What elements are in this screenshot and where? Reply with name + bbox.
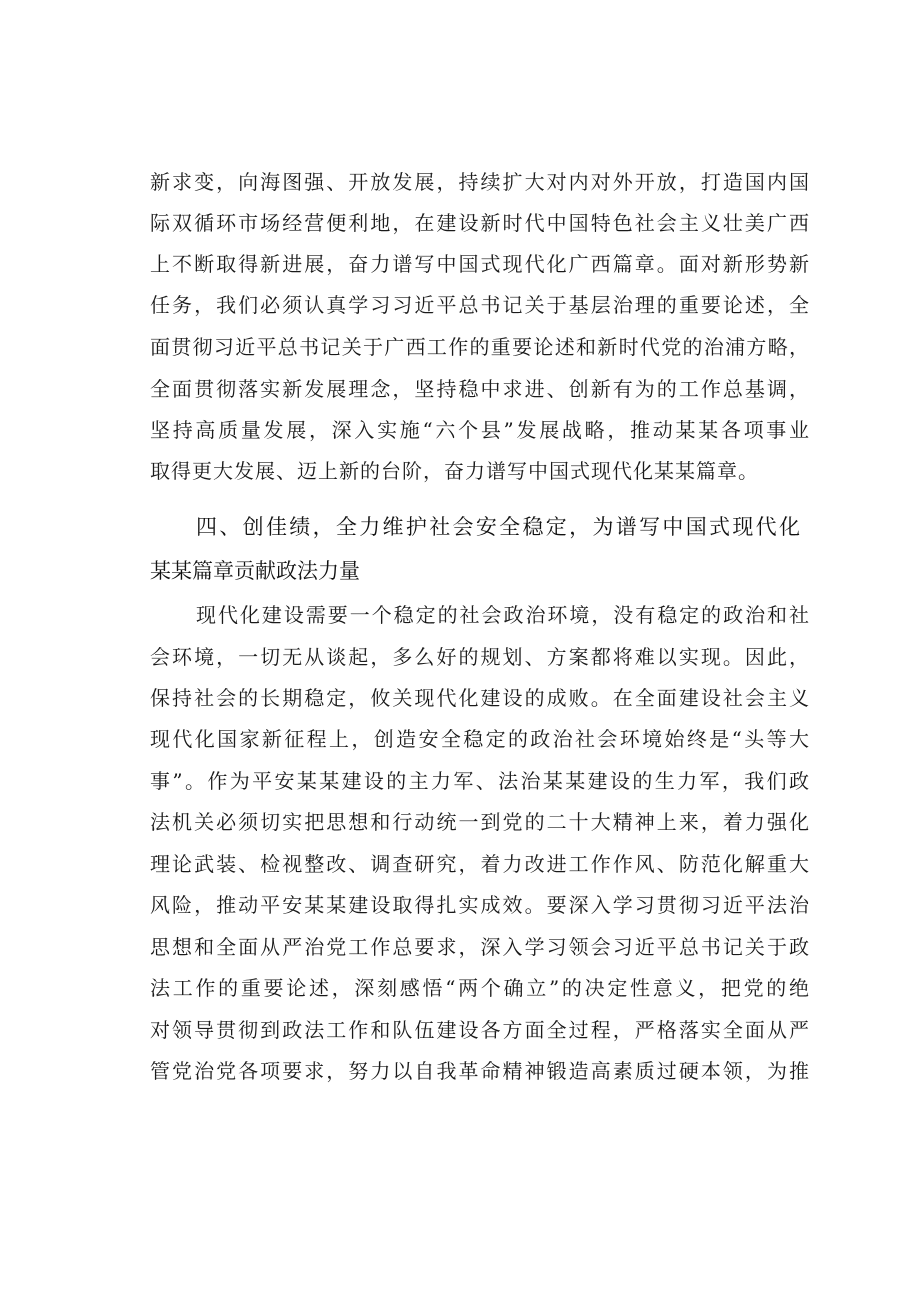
paragraph-line: 管党治党各项要求，努力以自我革命精神锻造高素质过硬本领，为推 xyxy=(150,1059,810,1083)
paragraph-line: 法机关必须切实把思想和行动统一到党的二十大精神上来，着力强化 xyxy=(150,810,810,834)
section-heading-line: 四、创佳绩，全力维护社会安全稳定，为谱写中国式现代化 xyxy=(196,515,800,539)
paragraph-line: 风险，推动平安某某建设取得扎实成效。要深入学习贯彻习近平法治 xyxy=(150,893,810,917)
paragraph-line: 任务，我们必须认真学习习近平总书记关于基层治理的重要论述，全 xyxy=(150,293,810,317)
paragraph-line: 面贯彻习近平总书记关于广西工作的重要论述和新时代党的治浦方略， xyxy=(150,335,810,359)
paragraph-line: 现代化国家新征程上，创造安全稳定的政治社会环境始终是“头等大 xyxy=(150,727,810,751)
paragraph-line: 际双循环市场经营便利地，在建设新时代中国特色社会主义壮美广西 xyxy=(150,211,810,235)
paragraph-line: 全面贯彻落实新发展理念，坚持稳中求进、创新有为的工作总基调， xyxy=(150,377,810,401)
paragraph-line: 事”。作为平安某某建设的主力军、法治某某建设的生力军，我们政 xyxy=(150,769,810,793)
paragraph-line: 法工作的重要论述，深刻感悟“两个确立”的决定性意义，把党的绝 xyxy=(150,976,810,1000)
section-heading-line: 某某篇章贡献政法力量 xyxy=(150,559,360,583)
paragraph-line: 新求变，向海图强、开放发展，持续扩大对内对外开放，打造国内国 xyxy=(150,170,810,194)
paragraph-line: 现代化建设需要一个稳定的社会政治环境，没有稳定的政治和社 xyxy=(196,603,810,627)
paragraph-line: 思想和全面从严治党工作总要求，深入学习领会习近平总书记关于政 xyxy=(150,935,810,959)
paragraph-line: 理论武装、检视整改、调查研究，着力改进工作作风、防范化解重大 xyxy=(150,852,810,876)
paragraph-line: 上不断取得新进展，奋力谱写中国式现代化广西篇章。面对新形势新 xyxy=(150,252,810,276)
paragraph-line: 保持社会的长期稳定，攸关现代化建设的成败。在全面建设社会主义 xyxy=(150,686,810,710)
paragraph-line: 坚持高质量发展，深入实施“六个县”发展战略，推动某某各项事业 xyxy=(150,418,810,442)
paragraph-line: 对领导贯彻到政法工作和队伍建设各方面全过程，严格落实全面从严 xyxy=(150,1018,810,1042)
paragraph-line: 会环境，一切无从谈起，多么好的规划、方案都将难以实现。因此， xyxy=(150,645,810,669)
paragraph-line: 取得更大发展、迈上新的台阶，奋力谱写中国式现代化某某篇章。 xyxy=(150,459,759,483)
